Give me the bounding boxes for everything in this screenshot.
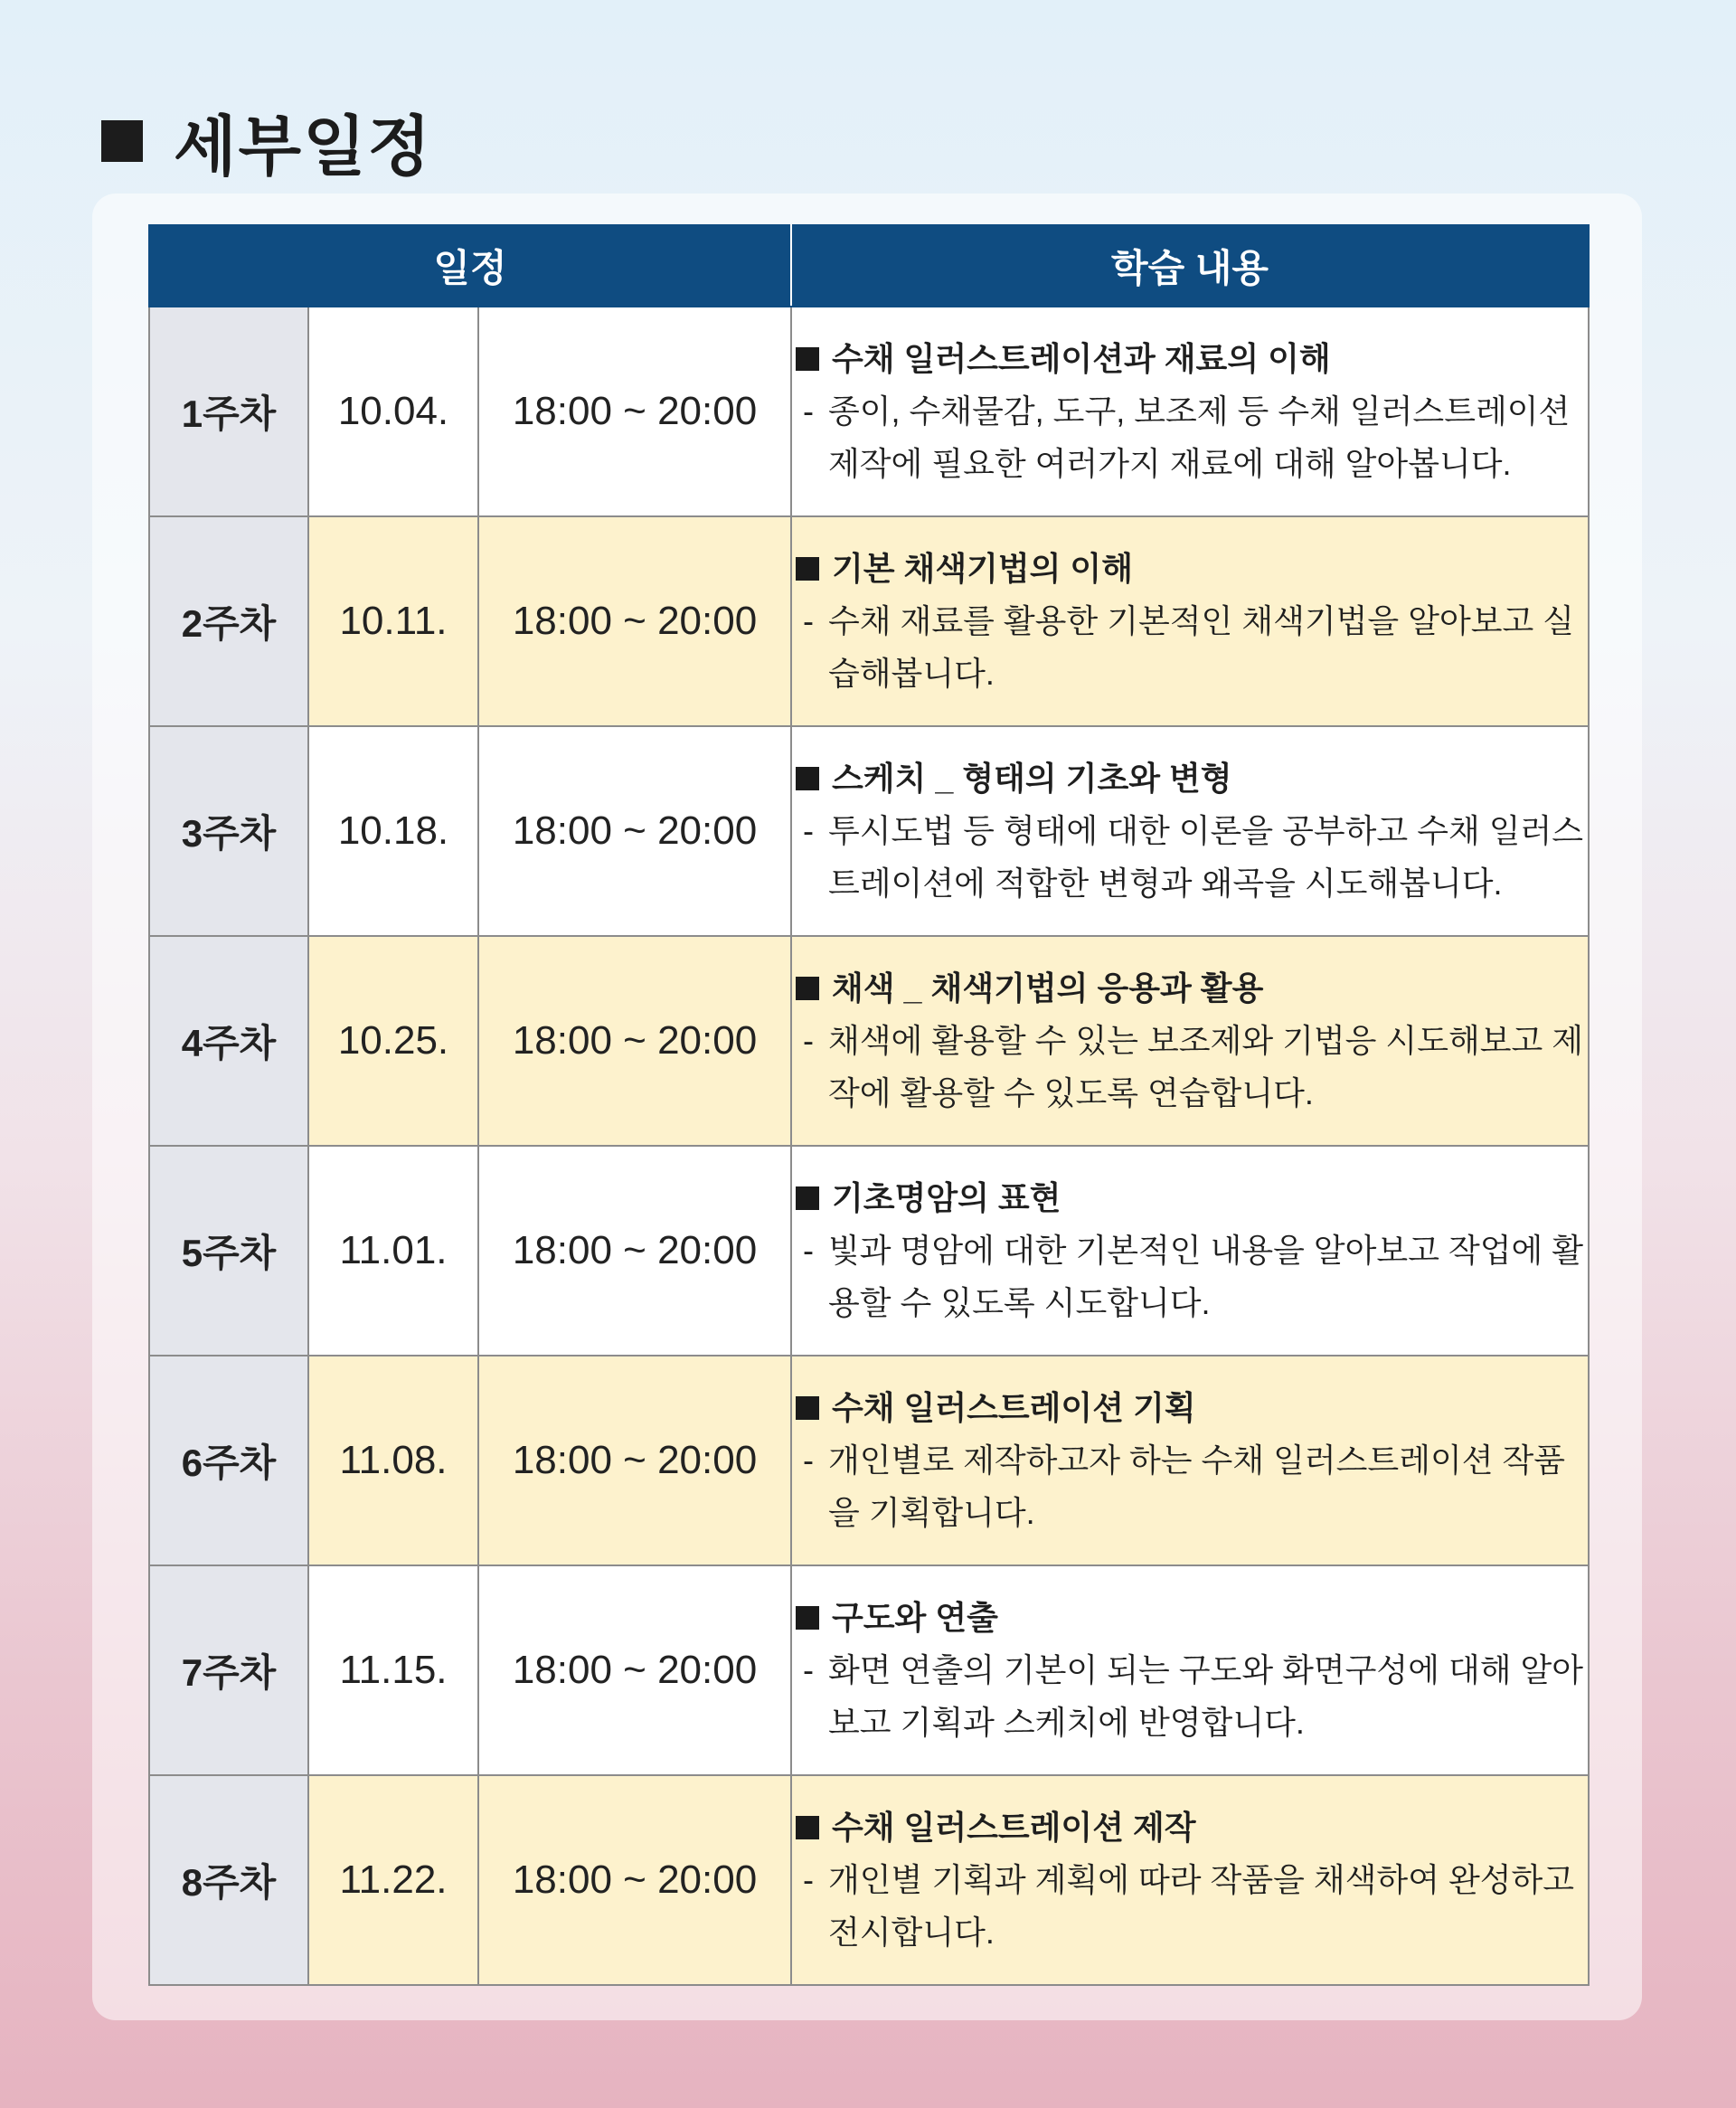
week-cell: 7주차 xyxy=(149,1565,308,1775)
bullet-square-icon xyxy=(796,977,819,1000)
week-cell: 8주차 xyxy=(149,1775,308,1985)
dash-marker: - xyxy=(803,1442,814,1479)
content-cell xyxy=(791,1775,1589,1985)
topic-text: 수채 일러스트레이션 제작 xyxy=(832,1809,1196,1846)
description-text: 화면 연출의 기본이 되는 구도와 화면구성에 대해 알아보고 기획과 스케치에 반영합니다. xyxy=(828,1651,1584,1741)
topic-line xyxy=(792,752,1588,805)
dash-marker: - xyxy=(803,1651,814,1688)
content-cell xyxy=(791,516,1589,726)
description-line xyxy=(792,385,1588,490)
time-cell: 18:00 ~ 20:00 xyxy=(478,1775,791,1985)
description-line xyxy=(792,595,1588,700)
bullet-square-icon xyxy=(796,557,819,581)
content-cell xyxy=(791,1146,1589,1356)
dash-marker: - xyxy=(803,392,814,430)
date-cell: 11.22. xyxy=(308,1775,478,1985)
time-cell: 18:00 ~ 20:00 xyxy=(478,1356,791,1565)
description-text: 투시도법 등 형태에 대한 이론을 공부하고 수채 일러스트레이션에 적합한 변형과 왜곡을 시도해봅니다. xyxy=(828,812,1584,902)
week-cell: 5주차 xyxy=(149,1146,308,1356)
week-cell: 3주차 xyxy=(149,726,308,936)
dash-marker: - xyxy=(803,602,814,639)
dash-marker: - xyxy=(803,812,814,849)
page-title-text: 세부일정 xyxy=(174,111,433,184)
table-row xyxy=(149,1565,1589,1775)
description-text: 개인별 기획과 계획에 따라 작품을 채색하여 완성하고 전시합니다. xyxy=(828,1861,1575,1951)
table-row xyxy=(149,726,1589,936)
table-row xyxy=(149,1146,1589,1356)
bullet-square-icon xyxy=(796,1186,819,1210)
time-cell: 18:00 ~ 20:00 xyxy=(478,516,791,726)
date-cell: 11.01. xyxy=(308,1146,478,1356)
description-text: 빛과 명암에 대한 기본적인 내용을 알아보고 작업에 활용할 수 있도록 시도합니다. xyxy=(828,1232,1584,1321)
bullet-square-icon xyxy=(796,767,819,790)
description-text: 채색에 활용할 수 있는 보조제와 기법응 시도해보고 제작에 활용할 수 있도록 연습합니다. xyxy=(828,1022,1584,1111)
table-row xyxy=(149,936,1589,1146)
topic-line xyxy=(792,1382,1588,1434)
table-row xyxy=(149,1356,1589,1565)
content-cell xyxy=(791,1565,1589,1775)
topic-line xyxy=(792,543,1588,595)
description-line xyxy=(792,1015,1588,1120)
dash-marker: - xyxy=(803,1022,814,1059)
date-cell: 10.25. xyxy=(308,936,478,1146)
date-cell: 11.08. xyxy=(308,1356,478,1565)
content-cell xyxy=(791,726,1589,936)
header-schedule: 일정 xyxy=(149,225,791,307)
topic-text: 기초명암의 표현 xyxy=(832,1179,1061,1216)
date-cell: 10.18. xyxy=(308,726,478,936)
title-square-icon xyxy=(101,120,143,162)
topic-line xyxy=(792,1172,1588,1224)
bullet-square-icon xyxy=(796,347,819,371)
topic-text: 구도와 연출 xyxy=(832,1599,998,1636)
topic-text: 수채 일러스트레이션 기획 xyxy=(832,1389,1196,1426)
time-cell: 18:00 ~ 20:00 xyxy=(478,936,791,1146)
bullet-square-icon xyxy=(796,1816,819,1839)
content-cell xyxy=(791,307,1589,516)
description-line xyxy=(792,805,1588,910)
date-cell: 11.15. xyxy=(308,1565,478,1775)
time-cell: 18:00 ~ 20:00 xyxy=(478,307,791,516)
time-cell: 18:00 ~ 20:00 xyxy=(478,1565,791,1775)
schedule-table xyxy=(148,224,1590,1986)
table-row xyxy=(149,1775,1589,1985)
topic-text: 스케치 _ 형태의 기초와 변형 xyxy=(832,760,1232,797)
week-cell: 4주차 xyxy=(149,936,308,1146)
header-content: 학습 내용 xyxy=(791,225,1589,307)
dash-marker: - xyxy=(803,1861,814,1898)
description-text: 종이, 수채물감, 도구, 보조제 등 수채 일러스트레이션 제작에 필요한 여러가지 재료에 대해 알아봅니다. xyxy=(828,392,1571,482)
description-text: 개인별로 제작하고자 하는 수채 일러스트레이션 작품을 기획합니다. xyxy=(828,1442,1566,1531)
description-line xyxy=(792,1644,1588,1749)
table-row xyxy=(149,516,1589,726)
topic-line xyxy=(792,1801,1588,1854)
topic-line xyxy=(792,962,1588,1015)
week-cell: 1주차 xyxy=(149,307,308,516)
date-cell: 10.04. xyxy=(308,307,478,516)
description-line xyxy=(792,1434,1588,1539)
description-text: 수채 재료를 활용한 기본적인 채색기법을 알아보고 실습해봅니다. xyxy=(828,602,1575,692)
date-cell: 10.11. xyxy=(308,516,478,726)
table-header-row xyxy=(149,225,1589,307)
content-cell xyxy=(791,1356,1589,1565)
week-cell: 2주차 xyxy=(149,516,308,726)
dash-marker: - xyxy=(803,1232,814,1269)
bullet-square-icon xyxy=(796,1606,819,1630)
topic-line xyxy=(792,333,1588,385)
bullet-square-icon xyxy=(796,1396,819,1420)
page-title xyxy=(101,98,432,184)
content-cell xyxy=(791,936,1589,1146)
topic-text: 기본 채색기법의 이해 xyxy=(832,550,1133,587)
time-cell: 18:00 ~ 20:00 xyxy=(478,1146,791,1356)
description-line xyxy=(792,1854,1588,1959)
topic-text: 채색 _ 채색기법의 응용과 활용 xyxy=(832,969,1264,1007)
topic-line xyxy=(792,1592,1588,1644)
topic-text: 수채 일러스트레이션과 재료의 이해 xyxy=(832,340,1331,377)
week-cell: 6주차 xyxy=(149,1356,308,1565)
table-row xyxy=(149,307,1589,516)
description-line xyxy=(792,1224,1588,1329)
time-cell: 18:00 ~ 20:00 xyxy=(478,726,791,936)
